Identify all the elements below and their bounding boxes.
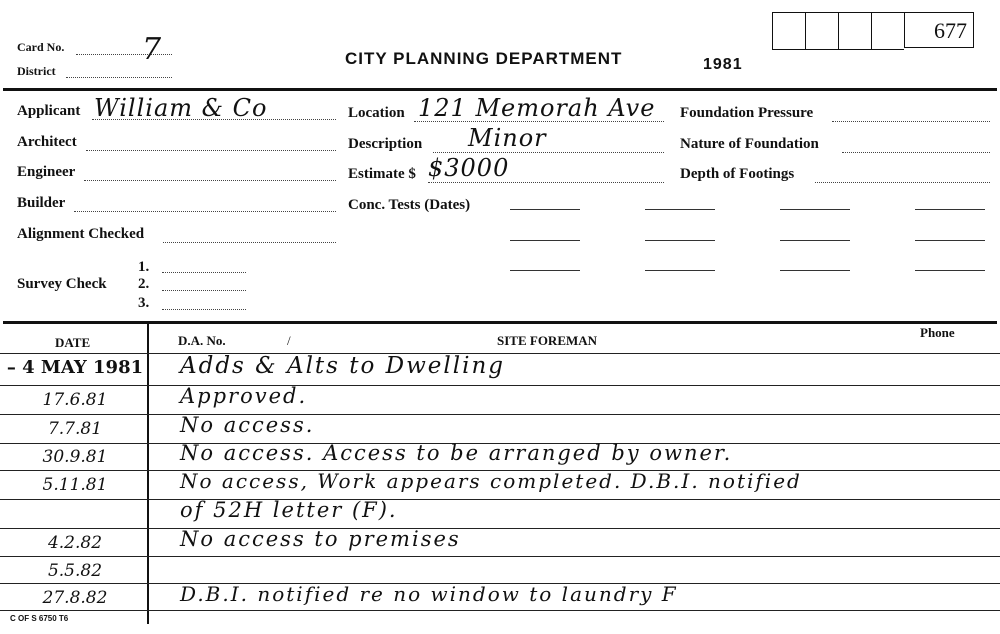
description-line [433, 152, 664, 153]
log-row-line [0, 499, 1000, 500]
ref-box [772, 12, 805, 50]
reference-number-boxes [772, 12, 974, 48]
conc-line [645, 209, 715, 210]
engineer-line [84, 180, 336, 181]
survey-3-label: 3. [138, 295, 150, 311]
builder-line [74, 211, 336, 212]
location-value: 121 Memorah Ave [418, 94, 656, 122]
card-no-label: Card No. [17, 40, 65, 54]
foundation-pressure-line [832, 121, 990, 122]
estimate-label: Estimate $ [348, 166, 416, 182]
survey-3-line [162, 309, 246, 310]
log-date: 27.8.82 [42, 588, 108, 608]
description-label: Description [348, 136, 423, 152]
form-code: C OF S 6750 T6 [10, 614, 69, 623]
survey-check-label: Survey Check [17, 276, 107, 292]
log-row-line [0, 528, 1000, 529]
log-date: – 4 MAY 1981 [6, 357, 144, 378]
district-line [66, 77, 172, 78]
ref-box [871, 12, 904, 50]
alignment-line [163, 242, 336, 243]
log-entry: Adds & Alts to Dwelling [180, 353, 506, 379]
log-entry: No access. Access to be arranged by owner. [180, 441, 733, 465]
date-header: DATE [55, 335, 91, 350]
phone-header: Phone [920, 325, 955, 340]
log-entry: D.B.I. notified re no window to laundry F [180, 582, 678, 606]
location-label: Location [348, 105, 405, 121]
survey-1-line [162, 272, 246, 273]
ref-number: 677 [904, 12, 974, 48]
survey-2-label: 2. [138, 276, 150, 292]
conc-line [780, 209, 850, 210]
conc-line [780, 270, 850, 271]
conc-line [510, 240, 580, 241]
applicant-label: Applicant [17, 103, 81, 119]
conc-line [780, 240, 850, 241]
engineer-label: Engineer [17, 164, 76, 180]
architect-label: Architect [17, 134, 77, 150]
conc-line [915, 240, 985, 241]
log-row-line [0, 414, 1000, 415]
district-label: District [17, 64, 56, 78]
date-column-divider [147, 324, 149, 624]
log-row-line [0, 556, 1000, 557]
log-entry: No access, Work appears completed. D.B.I. notified [180, 469, 802, 493]
log-entry: No access. [180, 413, 315, 437]
conc-line [645, 270, 715, 271]
depth-footings-line [815, 182, 990, 183]
description-value: Minor [468, 124, 547, 152]
survey-1-label: 1. [138, 259, 150, 275]
conc-line [915, 209, 985, 210]
log-top-rule [3, 321, 997, 324]
log-date: 30.9.81 [42, 447, 108, 467]
da-mark: / [287, 333, 291, 348]
log-entry: No access to premises [180, 527, 461, 551]
ref-box [805, 12, 838, 50]
log-row-line [0, 385, 1000, 386]
conc-line [915, 270, 985, 271]
alignment-label: Alignment Checked [17, 226, 145, 242]
department-title: CITY PLANNING DEPARTMENT [345, 49, 623, 68]
conc-line [645, 240, 715, 241]
architect-line [86, 150, 336, 151]
conc-line [510, 270, 580, 271]
nature-foundation-line [842, 152, 990, 153]
log-date: 4.2.82 [47, 533, 103, 553]
card-no-value: 7 [142, 32, 163, 67]
log-entry: of 52H letter (F). [180, 498, 398, 522]
builder-label: Builder [17, 195, 66, 211]
conc-tests-label: Conc. Tests (Dates) [348, 197, 471, 213]
log-date: 17.6.81 [42, 390, 108, 410]
nature-foundation-label: Nature of Foundation [680, 136, 819, 152]
depth-footings-label: Depth of Footings [680, 166, 795, 182]
site-foreman-header: SITE FOREMAN [497, 333, 598, 348]
estimate-value: $3000 [428, 154, 510, 182]
log-date: 5.5.82 [47, 561, 103, 581]
estimate-line [428, 182, 664, 183]
log-date: 5.11.81 [42, 475, 108, 495]
survey-2-line [162, 290, 246, 291]
log-row-line [0, 610, 1000, 611]
ref-box [838, 12, 871, 50]
top-rule [3, 88, 997, 91]
conc-line [510, 209, 580, 210]
foundation-pressure-label: Foundation Pressure [680, 105, 814, 121]
applicant-value: William & Co [94, 94, 268, 122]
log-entry: Approved. [180, 384, 308, 408]
log-date: 7.7.81 [47, 419, 103, 439]
da-no-header: D.A. No. [178, 333, 226, 348]
year-label: 1981 [703, 56, 743, 73]
